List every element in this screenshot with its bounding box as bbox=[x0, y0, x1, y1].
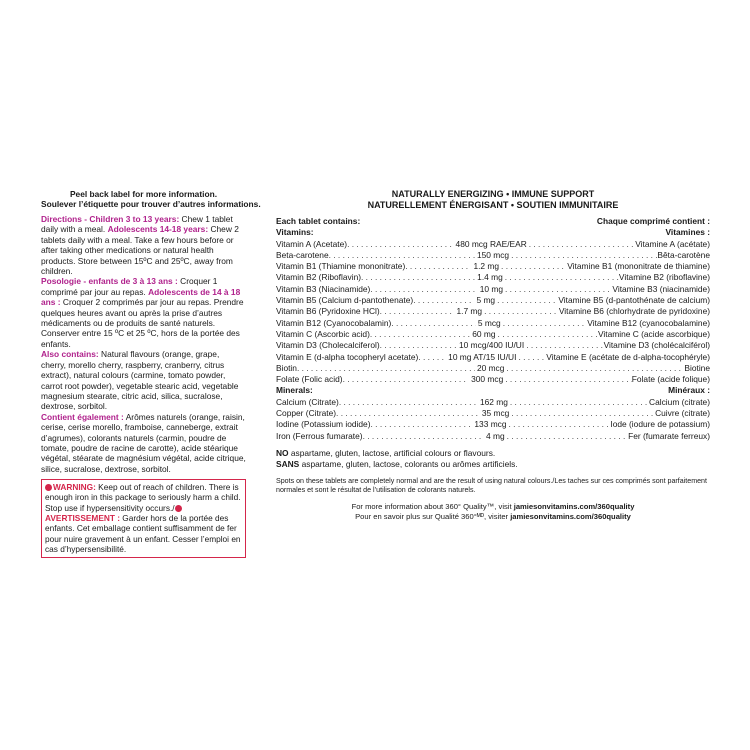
nutrient-name-fr: Folate (acide folique) bbox=[631, 374, 710, 385]
leader-dots bbox=[497, 295, 558, 306]
leader-dots bbox=[343, 374, 470, 385]
leader-dots bbox=[510, 397, 649, 408]
nutrient-name-en: Vitamin D3 (Cholecalciferol) bbox=[276, 340, 380, 351]
mineral-row bbox=[276, 408, 710, 419]
nutrient-name-fr: Cuivre (citrate) bbox=[655, 408, 710, 419]
vitamins-header bbox=[276, 227, 710, 238]
nutrient-amount: 300 mcg bbox=[471, 374, 504, 385]
leader-dots bbox=[339, 397, 478, 408]
nutrient-amount: 133 mcg bbox=[474, 419, 507, 430]
nutrient-name-en: Folate (Folic acid) bbox=[276, 374, 343, 385]
nutrient-amount: 1.7 mg bbox=[456, 306, 483, 317]
warning-heading: WARNING: bbox=[53, 482, 96, 493]
nutrient-name-en: Beta-carotene bbox=[276, 249, 329, 260]
leader-dots bbox=[370, 284, 477, 295]
posologie-text: Croquer 1 comprimé par jour au repas. bbox=[41, 276, 218, 297]
claims-en: NATURALLY ENERGIZING • IMMUNE SUPPORT bbox=[391, 189, 595, 199]
nutrient-name-fr: Vitamine E (acétate de d-alpha-tocophéryle) bbox=[546, 351, 710, 362]
nutrient-name-en: Copper (Citrate) bbox=[276, 408, 337, 419]
leader-dots bbox=[329, 250, 475, 261]
nutrient-name-fr: Vitamine A (acétate) bbox=[635, 238, 710, 249]
free-from-fr bbox=[276, 459, 710, 470]
leader-dots bbox=[518, 352, 546, 363]
nutrient-name-en: Iodine (Potassium iodide) bbox=[276, 419, 371, 430]
directions-text: Chew 1 tablet daily with a meal. bbox=[41, 214, 233, 235]
nutrient-name-en: Vitamin C (Ascorbic acid) bbox=[276, 328, 370, 339]
warning-text: Keep out of reach of children. There is enough iron in this package to seriously harm a child. Stop use if hypersensitivity occurs./ bbox=[45, 482, 241, 513]
spots-note: Spots on these tablets are completely normal and are the result of using natural colours./Les taches sur ces comprimés sont parfaitement normales et sont le résultat de l’utilisation de colorants naturels. bbox=[276, 476, 707, 495]
nutrient-amount: 1.4 mg bbox=[477, 272, 503, 283]
nutrient-name-fr: Vitamine B1 (mononitrate de thiamine) bbox=[567, 261, 710, 272]
leader-dots bbox=[505, 284, 612, 295]
leader-dots bbox=[503, 318, 588, 329]
each-tablet-fr: Chaque comprimé contient : bbox=[596, 216, 710, 226]
leader-dots bbox=[380, 306, 455, 317]
adolescents-fr-heading: Adolescents de 14 à 18 ans : bbox=[41, 286, 241, 308]
nutrient-name-en: Calcium (Citrate) bbox=[276, 396, 339, 407]
leader-dots bbox=[511, 250, 657, 261]
vitamin-row bbox=[276, 250, 710, 261]
leader-dots bbox=[484, 306, 559, 317]
nutrient-amount: 150 mcg bbox=[476, 249, 510, 260]
free-from-statement bbox=[276, 448, 710, 471]
nutrient-name-fr: Calcium (citrate) bbox=[649, 396, 710, 407]
also-contains-text: Natural flavours (orange, grape, cherry, morello cherry, raspberry, cranberry, citrus extract), natural colours (carmine, tomato powder, carrot root powder), vegetable stearic acid, vegetable magnesium stearate, citric acid, silica, sucralose, dextrose, sorbitol. bbox=[41, 349, 239, 412]
nutrient-amount: 10 mg bbox=[479, 283, 504, 294]
nutrient-amount: 10 mg AT/15 IU/UI bbox=[448, 351, 517, 362]
more-info-fr-text: Pour en savoir plus sur Qualité 360°ᴹᴰ, visiter bbox=[355, 512, 511, 522]
vitamin-row bbox=[276, 272, 710, 283]
leader-dots bbox=[501, 261, 567, 272]
nutrient-name-en: Vitamin A (Acetate) bbox=[276, 238, 348, 249]
website-link-fr[interactable]: jamiesonvitamins.com/360quality bbox=[510, 512, 631, 522]
minerals-fr: Minéraux : bbox=[668, 385, 710, 396]
nutrient-name-fr: Bêta-carotène bbox=[657, 249, 710, 260]
contient-egalement bbox=[41, 412, 246, 474]
leader-dots bbox=[505, 272, 619, 283]
nutrient-name-en: Vitamin B1 (Thiamine mononitrate) bbox=[276, 261, 406, 272]
avertissement-dot-icon bbox=[175, 505, 182, 512]
leader-dots bbox=[418, 352, 446, 363]
free-from-en bbox=[276, 448, 710, 459]
vitamin-row bbox=[276, 284, 710, 295]
nutrient-amount: 162 mg bbox=[479, 396, 508, 407]
nutrient-name-en: Vitamin B2 (Riboflavin) bbox=[276, 272, 362, 283]
peel-note-en: Peel back label for more information. bbox=[69, 189, 218, 199]
vitamin-row bbox=[276, 239, 710, 250]
vitamin-row bbox=[276, 374, 710, 385]
each-tablet-row bbox=[276, 216, 710, 227]
nutrient-amount: 5 mg bbox=[476, 295, 496, 306]
vitamin-row bbox=[276, 329, 710, 340]
vitamin-row bbox=[276, 261, 710, 272]
no-heading: NO bbox=[276, 447, 289, 458]
no-text: aspartame, gluten, lactose, artificial colours or flavours. bbox=[288, 447, 496, 458]
leader-dots bbox=[529, 239, 635, 250]
leader-dots bbox=[507, 431, 628, 442]
adolescents-text: Chew 2 tablets daily with a meal. Take a few hours before or after taking other medications or natural health products. Store between 15ºC and 25ºC, away from children. bbox=[41, 224, 239, 277]
contient-heading: Contient également : bbox=[41, 411, 124, 422]
leader-dots bbox=[347, 239, 453, 250]
nutrient-name-fr: Vitamine B5 (d-pantothénate de calcium) bbox=[558, 295, 710, 306]
nutrient-amount: 10 mcg/400 IU/UI bbox=[459, 340, 525, 351]
leader-dots bbox=[405, 261, 471, 272]
nutrient-name-fr: Vitamine B2 (riboflavine) bbox=[618, 272, 710, 283]
nutrient-name-en: Vitamin B12 (Cyanocobalamin) bbox=[276, 317, 392, 328]
minerals-list bbox=[276, 397, 710, 442]
leader-dots bbox=[509, 419, 611, 430]
more-info-en bbox=[276, 502, 710, 513]
leader-dots bbox=[371, 419, 473, 430]
leader-dots bbox=[336, 408, 480, 419]
nutrient-name-en: Iron (Ferrous fumarate) bbox=[276, 430, 363, 441]
mineral-row bbox=[276, 431, 710, 442]
nutrient-name-en: Vitamin B5 (Calcium d-pantothenate) bbox=[276, 295, 414, 306]
nutrient-name-en: Biotin bbox=[276, 362, 297, 373]
each-tablet-en: Each tablet contains: bbox=[276, 216, 361, 226]
nutrient-name-fr: Iode (iodure de potassium) bbox=[610, 419, 710, 430]
more-info bbox=[276, 502, 710, 523]
leader-dots bbox=[526, 340, 603, 351]
nutrition-column bbox=[276, 189, 710, 523]
nutrient-amount: 60 mg bbox=[472, 328, 496, 339]
sans-text: aspartame, gluten, lactose, colorants ou arômes artificiels. bbox=[299, 459, 518, 470]
leader-dots bbox=[506, 363, 684, 374]
directions-column bbox=[41, 189, 261, 558]
leader-dots bbox=[380, 340, 457, 351]
leader-dots bbox=[413, 295, 474, 306]
more-info-fr bbox=[276, 512, 710, 523]
also-contains bbox=[41, 349, 246, 411]
leader-dots bbox=[505, 374, 632, 385]
leader-dots bbox=[511, 408, 655, 419]
adolescents-fr-text: Croquer 2 comprimés par jour au repas. Prendre quelques heures avant ou après la prise d’autres médicaments ou de produits de santé naturels. Conserver entre 15 ºC et 25 ºC, hors de la portée des enfants. bbox=[41, 297, 244, 349]
minerals-header bbox=[276, 385, 710, 396]
nutrient-name-fr: Vitamine B3 (niacinamide) bbox=[612, 283, 710, 294]
leader-dots bbox=[498, 329, 598, 340]
contient-text: Arômes naturels (orange, raisin, cerise, cerise morello, framboise, canneberge, extrait d’agrumes), colorants naturels (carmin, poudre de tomate, poudre de racine de carotte), acide stéarique végétal, stéarate de magnésium végétal, acide citrique, silice, sucralose, dextrose, sorbitol. bbox=[41, 411, 246, 474]
vitamin-row bbox=[276, 306, 710, 317]
minerals-en: Minerals: bbox=[276, 385, 313, 396]
vitamin-row bbox=[276, 340, 710, 351]
vitamins-fr: Vitamines : bbox=[665, 227, 710, 238]
nutrient-amount: 20 mcg bbox=[476, 362, 505, 373]
peel-note-fr: Soulever l’étiquette pour trouver d’autres informations. bbox=[41, 199, 261, 209]
avertissement-heading: AVERTISSEMENT : bbox=[45, 513, 120, 524]
nutrient-amount: 5 mcg bbox=[477, 317, 501, 328]
directions-heading: Directions - Children 3 to 13 years: bbox=[41, 214, 180, 224]
sans-heading: SANS bbox=[276, 459, 300, 470]
posologie-heading: Posologie - enfants de 3 à 13 ans : bbox=[41, 276, 178, 287]
leader-dots bbox=[361, 272, 475, 283]
warning-dot-icon bbox=[45, 484, 52, 491]
nutrient-name-fr: Vitamine D3 (cholécalciférol) bbox=[603, 340, 710, 351]
nutrient-name-fr: Vitamine C (acide ascorbique) bbox=[597, 328, 710, 339]
warning-box bbox=[41, 479, 246, 558]
nutrient-name-fr: Fer (fumarate ferreux) bbox=[628, 430, 710, 441]
vitamins-list bbox=[276, 239, 710, 386]
mineral-row bbox=[276, 419, 710, 430]
directions-en bbox=[41, 214, 246, 276]
leader-dots bbox=[363, 431, 484, 442]
also-contains-heading: Also contains: bbox=[41, 349, 99, 360]
nutrient-name-fr: Vitamine B6 (chlorhydrate de pyridoxine) bbox=[558, 306, 710, 317]
website-link-en[interactable]: jamiesonvitamins.com/360quality bbox=[513, 501, 635, 511]
leader-dots bbox=[370, 329, 470, 340]
more-info-en-text: For more information about 360° Quality™, visit bbox=[351, 501, 514, 511]
vitamin-row bbox=[276, 318, 710, 329]
vitamin-row bbox=[276, 295, 710, 306]
vitamin-row bbox=[276, 352, 710, 363]
vitamins-en: Vitamins: bbox=[276, 227, 314, 238]
mineral-row bbox=[276, 397, 710, 408]
adolescents-heading: Adolescents 14-18 years: bbox=[107, 224, 209, 235]
nutrient-name-fr: Biotine bbox=[684, 362, 710, 373]
claims-fr: NATURELLEMENT ÉNERGISANT • SOUTIEN IMMUNITAIRE bbox=[367, 199, 619, 210]
directions-fr bbox=[41, 276, 246, 349]
nutrient-name-en: Vitamin B3 (Niacinamide) bbox=[276, 283, 371, 294]
vitamin-row bbox=[276, 363, 710, 374]
nutrient-amount: 4 mg bbox=[486, 430, 505, 441]
nutrient-name-fr: Vitamine B12 (cyanocobalamine) bbox=[587, 317, 710, 328]
peel-back-note bbox=[41, 189, 261, 209]
leader-dots bbox=[391, 318, 476, 329]
leader-dots bbox=[297, 363, 475, 374]
avertissement-text: Garder hors de la portée des enfants. Cet emballage contient suffisamment de fer pour nuire gravement à un enfant. Cesser l’emploi en cas d’hypersensibilité. bbox=[45, 513, 241, 554]
nutrient-amount: 480 mcg RAE/EAR bbox=[455, 238, 527, 249]
nutrient-name-en: Vitamin E (d-alpha tocopheryl acetate) bbox=[276, 351, 419, 362]
nutrient-name-en: Vitamin B6 (Pyridoxine HCl) bbox=[276, 306, 380, 317]
claims-header bbox=[276, 189, 710, 210]
nutrient-amount: 1.2 mg bbox=[473, 261, 500, 272]
nutrient-amount: 35 mcg bbox=[481, 408, 510, 419]
